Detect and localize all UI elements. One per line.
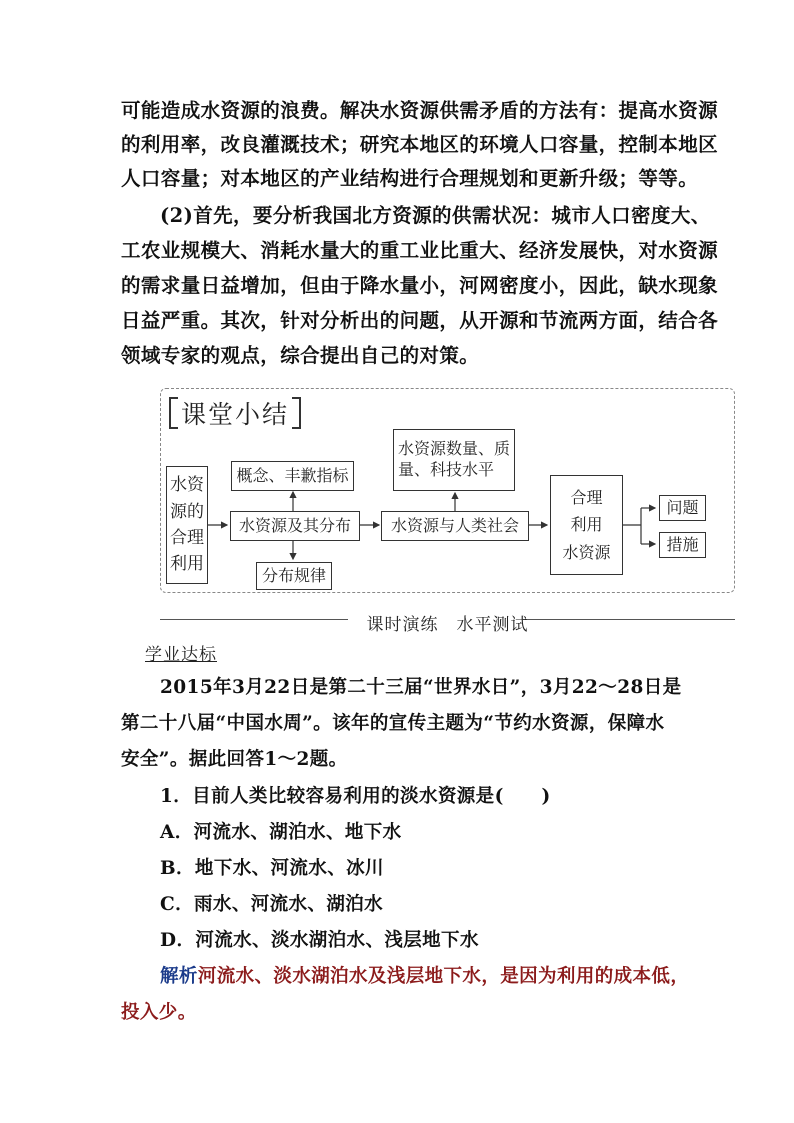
box-concept: 概念、丰歉指标: [231, 461, 354, 491]
analysis-label: 解析: [160, 966, 198, 987]
box-rational-use-main: 水资 源的 合理 利用: [166, 466, 208, 584]
box-quality: 水资源数量、质 量、科技水平: [393, 429, 515, 491]
para2-line-4: 日益严重。其次，针对分析出的问题，从开源和节流两方面，结合各: [121, 309, 719, 332]
divider-label: 课时演练 水平测试: [366, 615, 529, 635]
intro-line-2: 第二十八届“中国水周”。该年的宣传主题为“节约水资源，保障水: [121, 713, 665, 734]
option-a: A．河流水、湖泊水、地下水: [160, 822, 402, 843]
para1-line-1: 可能造成水资源的浪费。解决水资源供需矛盾的方法有：提高水资源: [121, 99, 719, 122]
box-measure: 措施: [659, 532, 706, 558]
para2-line-5: 领域专家的观点，综合提出自己的对策。: [121, 344, 480, 367]
intro-line-3: 安全”。据此回答1～2题。: [121, 749, 348, 770]
section-label: 学业达标: [145, 645, 217, 665]
intro-line-1: 2015年3月22日是第二十三届“世界水日”，3月22～28日是: [160, 677, 682, 698]
para1-line-3: 人口容量；对本地区的产业结构进行合理规划和更新升级；等等。: [121, 167, 699, 190]
box-rule: 分布规律: [256, 562, 332, 590]
option-c: C．雨水、河流水、湖泊水: [160, 894, 384, 915]
class-summary-box: [160, 388, 735, 593]
box-problem: 问题: [659, 495, 706, 521]
box-society: 水资源与人类社会: [381, 511, 529, 541]
para2-line-3: 的需求量日益增加，但由于降水量小，河网密度小，因此，缺水现象: [121, 274, 719, 297]
question-1: 1．目前人类比较容易利用的淡水资源是( ): [160, 786, 551, 807]
section-divider: [160, 610, 735, 635]
para2-line-1: (2)首先，要分析我国北方资源的供需状况：城市人口密度大、: [160, 204, 711, 227]
analysis-line-1: [160, 962, 689, 988]
box-rational: 合理 利用 水资源: [550, 475, 623, 575]
para1-line-2: 的利用率，改良灌溉技术；研究本地区的环境人口容量，控制本地区: [121, 133, 719, 156]
box-distribution: 水资源及其分布: [230, 511, 360, 541]
option-b: B．地下水、河流水、冰川: [160, 858, 384, 879]
analysis-text-1: 河流水、淡水湖泊水及浅层地下水，是因为利用的成本低，: [197, 966, 690, 987]
para2-line-2: 工农业规模大、消耗水量大的重工业比重大、经济发展快，对水资源: [121, 239, 719, 262]
analysis-line-2: 投入少。: [121, 1002, 197, 1023]
option-d: D．河流水、淡水湖泊水、浅层地下水: [160, 930, 479, 951]
summary-connectors: [161, 389, 736, 594]
summary-title: 课堂小结: [169, 395, 301, 431]
